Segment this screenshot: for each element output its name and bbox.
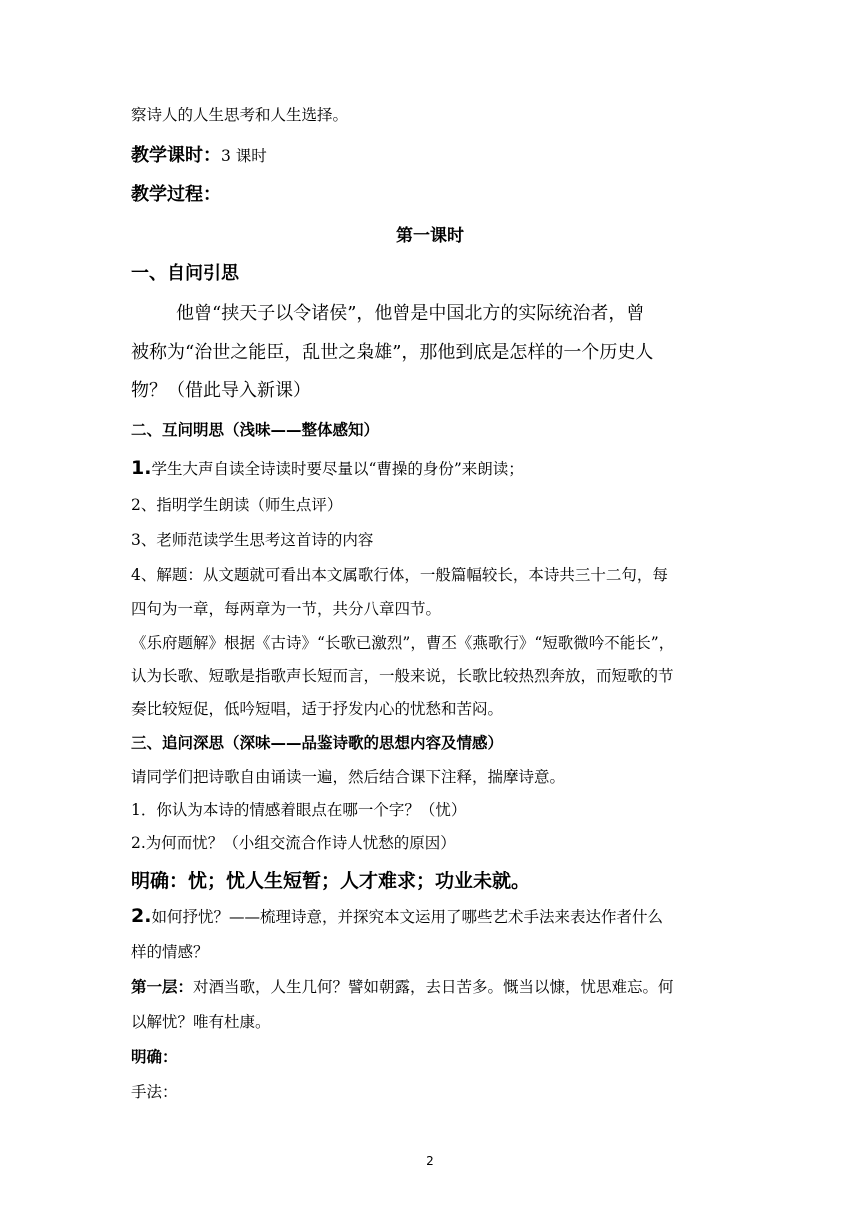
question-item: 1．你认为本诗的情感着眼点在哪一个字？（忧） — [131, 801, 467, 819]
class-hours-line — [131, 141, 267, 167]
text-line: 奏比较短促，低吟短唱，适于抒发内心的忧愁和苦闷。 — [131, 700, 504, 718]
question-item: 2.为何而忧？（小组交流合作诗人忧愁的原因） — [131, 834, 456, 852]
list-text: 学生大声自读全诗读时要尽量以“曹操的身份”来朗读； — [151, 460, 524, 478]
layer-text: 对酒当歌，人生几何？譬如朝露，去日苦多。慨当以慷，忧思难忘。何 — [193, 978, 674, 996]
text-line: 《乐府题解》根据《古诗》“长歌已激烈”，曹丕《燕歌行》“短歌微吟不能长”， — [131, 634, 675, 652]
section-heading-1: 一、自问引思 — [131, 263, 239, 284]
technique-label: 手法： — [131, 1083, 178, 1101]
answer-summary: 明确：忧；忧人生短暂；人才难求；功业未就。 — [131, 870, 531, 892]
text-line: 察诗人的人生思考和人生选择。 — [131, 106, 349, 124]
list-item: 4、解题：从文题就可看出本文属歌行体，一般篇幅较长，本诗共三十二句，每 — [131, 566, 668, 584]
question-text: 如何抒忧？——梳理诗意，并探究本文运用了哪些艺术手法来表达作者什么 — [151, 908, 663, 926]
text-line: 四句为一章，每两章为一节，共分八章四节。 — [131, 600, 442, 618]
text-line: 样的情感？ — [131, 943, 209, 961]
section-heading-2: 二、互问明思（浅味——整体感知） — [131, 421, 380, 439]
page-number: 2 — [426, 1154, 434, 1168]
question-item — [131, 905, 663, 927]
layer-label: 第一层： — [131, 978, 194, 996]
list-item: 2、指明学生朗读（师生点评） — [131, 496, 343, 514]
text-line: 认为长歌、短歌是指歌声长短而言，一般来说，长歌比较热烈奔放，而短歌的节 — [131, 667, 674, 685]
paragraph-line: 被称为“治世之能臣，乱世之枭雄”，那他到底是怎样的一个历史人 — [131, 342, 654, 363]
list-number: 1. — [131, 457, 152, 479]
text-line: 以解忧？唯有杜康。 — [131, 1013, 271, 1031]
text-line: 请同学们把诗歌自由诵读一遍，然后结合课下注释，揣摩诗意。 — [131, 768, 566, 786]
paragraph-line: 他曾“挟天子以令诸侯”，他曾是中国北方的实际统治者，曾 — [176, 303, 645, 324]
list-item — [131, 457, 524, 479]
class-hours-label: 教学课时： — [131, 145, 221, 166]
list-number: 2. — [131, 905, 152, 927]
section-heading-3: 三、追问深思（深味——品鉴诗歌的思想内容及情感） — [131, 734, 504, 752]
list-item: 3、老师范读学生思考这首诗的内容 — [131, 531, 374, 549]
teaching-process-heading: 教学过程： — [131, 184, 221, 205]
paragraph-line: 物？（借此导入新课） — [131, 380, 311, 401]
layer-line — [131, 975, 674, 997]
lesson-title: 第一课时 — [396, 226, 464, 246]
class-hours-value: 3 课时 — [221, 147, 267, 165]
clarify-label: 明确： — [131, 1048, 178, 1066]
